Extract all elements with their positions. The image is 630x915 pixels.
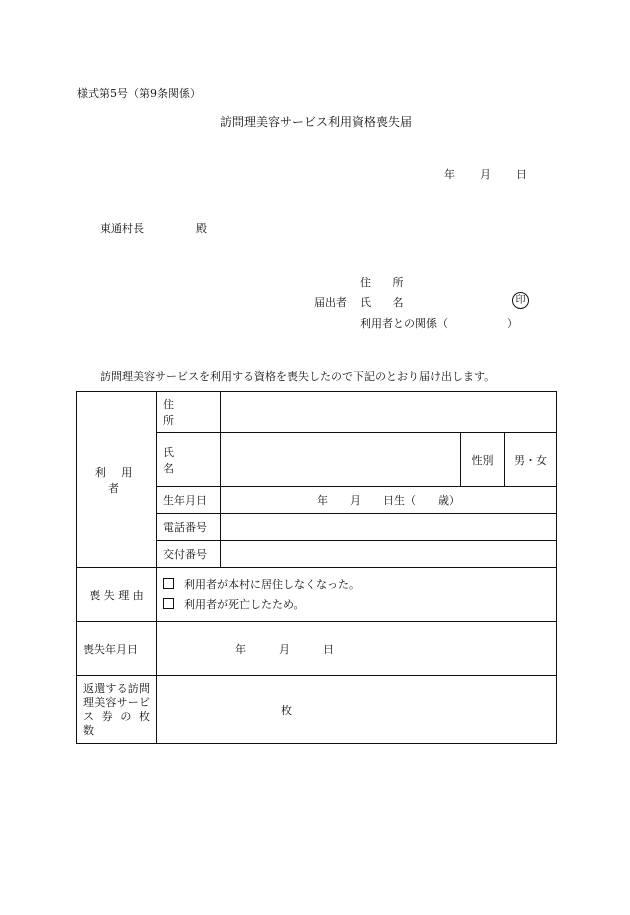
returned-tickets-field[interactable] <box>157 676 557 744</box>
birthdate-field[interactable]: 年 月 日生（ 歳） <box>221 487 557 514</box>
loss-date-value: 年 月 日 <box>235 642 334 656</box>
reason-text-1: 利用者が本村に居住しなくなった。 <box>184 577 360 591</box>
notifier-address-label: 住 所 <box>360 276 413 289</box>
loss-date-field[interactable] <box>157 622 557 676</box>
loss-reason-options <box>157 568 557 622</box>
user-info-table <box>76 391 557 744</box>
reason-text-2: 利用者が死亡したため。 <box>184 597 305 611</box>
user-label: 利 用 者 <box>94 465 139 495</box>
table-row <box>77 676 557 744</box>
notifier-relation-close: ） <box>507 317 518 330</box>
address-label-cell <box>157 392 221 433</box>
name-label: 氏 名 <box>163 445 184 475</box>
document-title: 訪問理美容サービス利用資格喪失届 <box>220 115 413 129</box>
user-label-cell <box>77 392 157 568</box>
address-field[interactable] <box>221 392 557 433</box>
gender-label: 性別 <box>461 433 505 487</box>
loss-date-label: 喪失年月日 <box>77 622 157 676</box>
reason-option-1[interactable] <box>163 575 550 595</box>
reason-option-2[interactable] <box>163 595 550 615</box>
addressee-name: 東通村長 <box>100 222 144 235</box>
phone-label: 電話番号 <box>157 514 221 541</box>
date-day-label: 日 <box>516 168 527 181</box>
issue-number-field[interactable] <box>221 541 557 568</box>
statement-text: 訪問理美容サービスを利用する資格を喪失したので下記のとおり届け出します。 <box>100 370 496 383</box>
table-row <box>77 622 557 676</box>
address-label: 住 所 <box>163 398 184 427</box>
returned-tickets-label: 返還する訪問理美容サービス券の枚 数 <box>77 676 157 744</box>
notifier-name-label: 氏 名 <box>360 296 413 309</box>
checkbox-icon[interactable] <box>163 598 174 609</box>
date-year-label: 年 <box>444 168 455 181</box>
table-row <box>77 568 557 622</box>
gender-options[interactable]: 男・女 <box>505 433 557 487</box>
checkbox-icon[interactable] <box>163 578 174 589</box>
addressee-suffix: 殿 <box>196 222 207 235</box>
table-row <box>77 392 557 433</box>
name-field[interactable] <box>221 433 461 487</box>
returned-tickets-unit: 枚 <box>281 703 292 717</box>
date-month-label: 月 <box>480 168 491 181</box>
notifier-label: 届出者 <box>314 296 347 309</box>
notifier-relation-label: 利用者との関係（ <box>360 317 448 330</box>
seal-mark: 印 <box>512 292 529 309</box>
form-number: 様式第5号（第9条関係） <box>77 87 201 100</box>
birthdate-label: 生年月日 <box>157 487 221 514</box>
phone-field[interactable] <box>221 514 557 541</box>
loss-reason-label: 喪 失 理 由 <box>77 568 157 622</box>
name-label-cell <box>157 433 221 487</box>
issue-number-label: 交付番号 <box>157 541 221 568</box>
